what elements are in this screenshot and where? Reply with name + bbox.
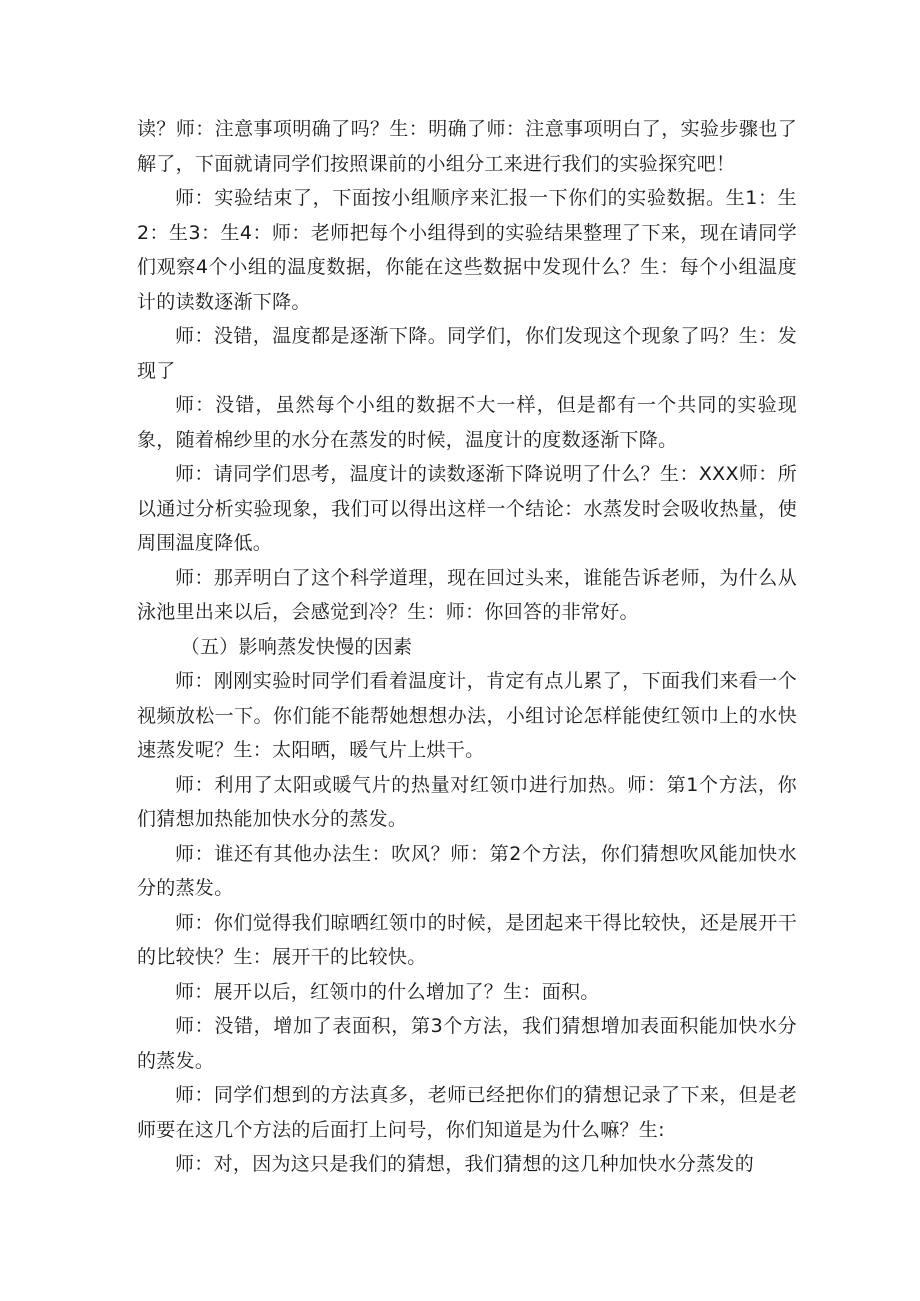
paragraph-13: 师：同学们想到的方法真多，老师已经把你们的猜想记录了下来，但是老师要在这几个方法的后面打上问号，你们知道是为什么嘛？生: bbox=[137, 1084, 797, 1141]
section-heading: （五）影响蒸发快慢的因素 bbox=[180, 635, 413, 658]
paragraph-7: 师：刚刚实验时同学们看着温度计，肯定有点儿累了，下面我们来看一个视频放松一下。你们能不能帮她想想办法，小组讨论怎样能使红领巾上的水快速蒸发呢？生：太阳晒，暖气片上烘干。 bbox=[137, 670, 797, 761]
paragraph-14: 师：对，因为这只是我们的猜想，我们猜想的这几种加快水分蒸发的 bbox=[175, 1153, 755, 1175]
paragraph-6: 师：那弄明白了这个科学道理，现在回过头来，谁能告诉老师，为什么从泳池里出来以后，会感觉到冷？生：师：你回答的非常好。 bbox=[137, 566, 797, 623]
paragraph-5: 师：请同学们思考，温度计的读数逐渐下降说明了什么？生：XXX师：所以通过分析实验现象，我们可以得出这样一个结论：水蒸发时会吸收热量，使周围温度降低。 bbox=[137, 463, 797, 554]
paragraph-9: 师：谁还有其他办法生：吹风？师：第2个方法，你们猜想吹风能加快水分的蒸发。 bbox=[137, 842, 797, 899]
paragraph-8: 师：利用了太阳或暖气片的热量对红领巾进行加热。师：第1个方法，你们猜想加热能加快水分的蒸发。 bbox=[137, 773, 797, 830]
paragraph-4: 师：没错，虽然每个小组的数据不大一样，但是都有一个共同的实验现象，随着棉纱里的水分在蒸发的时候，温度计的度数逐渐下降。 bbox=[137, 394, 797, 451]
paragraph-12: 师：没错，增加了表面积，第3个方法，我们猜想增加表面积能加快水分的蒸发。 bbox=[137, 1015, 797, 1072]
paragraph-1: 读？师：注意事项明确了吗？生：明确了师：注意事项明白了，实验步骤也了解了，下面就请同学们按照课前的小组分工来进行我们的实验探究吧！ bbox=[137, 118, 797, 175]
paragraph-3: 师：没错，温度都是逐渐下降。同学们，你们发现这个现象了吗？生：发现了 bbox=[137, 325, 797, 382]
paragraph-10: 师：你们觉得我们晾晒红领巾的时候，是团起来干得比较快，还是展开干的比较快？生：展开干的比较快。 bbox=[137, 911, 797, 968]
paragraph-11: 师：展开以后，红领巾的什么增加了？生：面积。 bbox=[175, 980, 600, 1003]
paragraph-2: 师：实验结束了，下面按小组顺序来汇报一下你们的实验数据。生1：生2：生3：生4：师：老师把每个小组得到的实验结果整理了下来，现在请同学们观察4个小组的温度数据，你能在这些数据中发现什么？生：每个小组温度计的读数逐渐下降。 bbox=[137, 187, 797, 313]
document-body bbox=[137, 112, 797, 1182]
